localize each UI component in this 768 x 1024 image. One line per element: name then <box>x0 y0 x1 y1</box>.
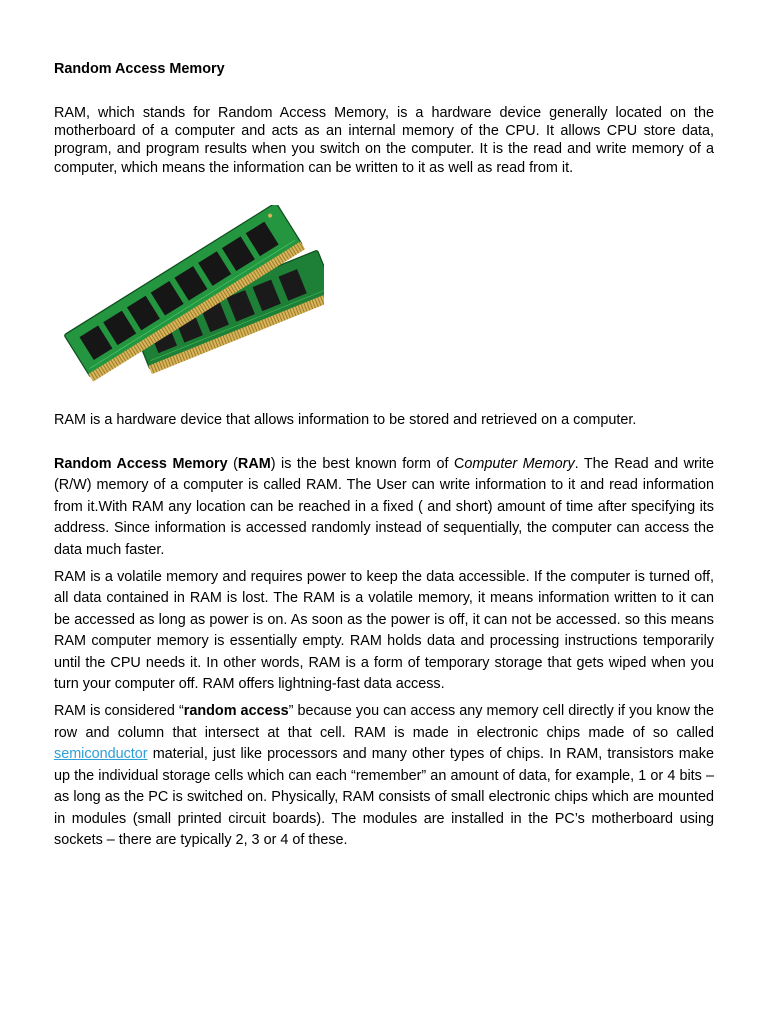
semiconductor-link[interactable]: semiconductor <box>54 746 148 763</box>
intro-paragraph: RAM, which stands for Random Access Memory, is a hardware device generally located on the motherboard of a computer and acts as an internal memory of the CPU. It allows CPU store data, program, and program results when you switch on the computer. It is the read and write memory of a computer, which means the information can be written to it as well as read from it. <box>54 105 714 176</box>
image-caption: RAM is a hardware device that allows information to be stored and retrieved on a computer. <box>54 412 637 428</box>
ram-modules-image <box>62 205 324 401</box>
term-italic: omputer Memory <box>464 456 575 472</box>
body-section <box>54 454 714 857</box>
abbr-bold: RAM <box>237 456 271 472</box>
term-bold: Random Access Memory <box>54 456 228 472</box>
document-title: Random Access Memory <box>54 61 225 77</box>
random-access-bold: random access <box>183 703 289 720</box>
volatile-memory-paragraph: RAM is a volatile memory and requires power to keep the data accessible. If the computer is turned off, all data contained in RAM is lost. The RAM is a volatile memory, it means information written to it can be accessed as long as power is on. As soon as the power is off, it can not be accessed. so this means RAM computer memory is essentially empty. RAM holds data and processing instructions temporarily until the CPU needs it. In other words, RAM is a form of temporary storage that gets wiped when you turn your computer off. RAM offers lightning-fast data access. <box>54 569 714 693</box>
ram-definition-paragraph: Random Access Memory (RAM) is the best known form of Computer Memory. The Read and write (R/W) memory of a computer is called RAM. The User can write information to it and read information from it.With RAM any location can be reached in a fixed ( and short) amount of time after specifying its address. Since information is accessed randomly instead of sequentially, the computer can access the data much faster. <box>54 456 714 558</box>
random-access-paragraph: RAM is considered “random access” because you can access any memory cell directly if you know the row and column that intersect at that cell. RAM is made in electronic chips made of so called semiconductor material, just like processors and many other types of chips. In RAM, transistors make up the individual storage cells which can each “remember” an amount of data, for example, 1 or 4 bits – as long as the PC is switched on. Physically, RAM consists of small electronic chips which are mounted in modules (small printed circuit boards). The modules are installed in the PC’s motherboard using sockets – there are typically 2, 3 or 4 of these. <box>54 703 714 848</box>
